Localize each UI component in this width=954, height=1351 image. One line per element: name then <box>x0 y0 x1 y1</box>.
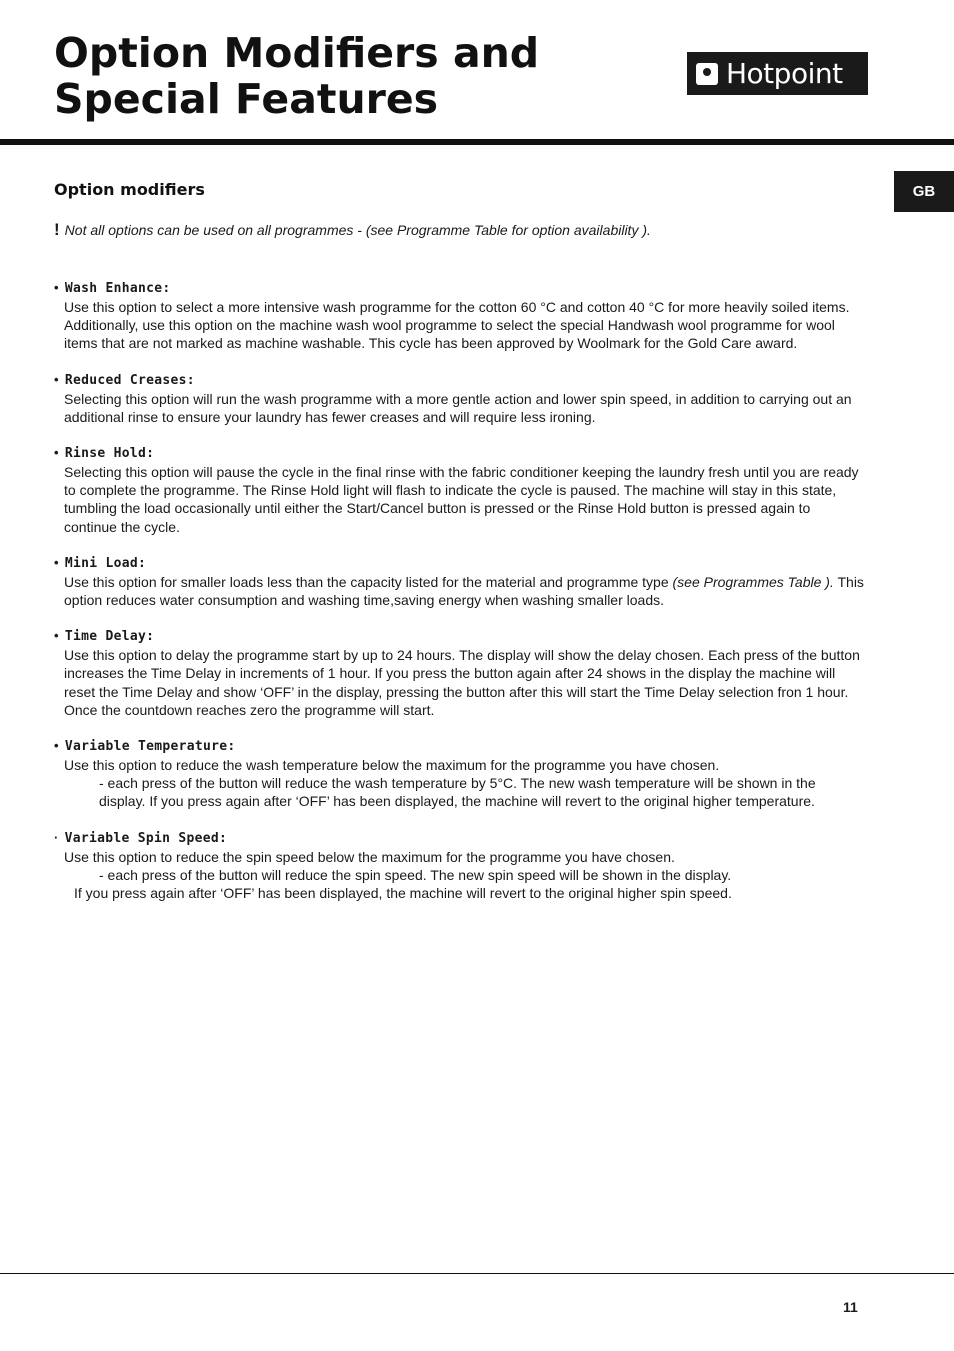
page-title-line-1: Option Modifiers and <box>54 29 540 77</box>
footer-divider <box>0 1273 954 1274</box>
bullet-icon: · <box>54 829 59 845</box>
option-reduced-creases <box>54 371 864 426</box>
bullet-icon: • <box>54 628 59 644</box>
availability-note <box>54 220 651 240</box>
option-rinse-hold <box>54 444 864 536</box>
language-tab: GB <box>894 171 954 212</box>
page-title <box>54 30 539 122</box>
option-description: Use this option to select a more intensive wash programme for the cotton 60 °C and cotton 40 °C for more heavily soiled items. Additionally, use this option on the machine wash wool programme to select the special Handwash wool programme for wool items that are not marked as machine washable. This cycle has been approved by Woolmark for the Gold Care award. <box>64 299 850 352</box>
option-title: Variable Spin Speed: <box>64 830 228 846</box>
option-time-delay <box>54 627 864 719</box>
option-title: Mini Load: <box>64 555 147 571</box>
option-description: Use this option to reduce the wash temperature below the maximum for the programme you have chosen. <box>64 757 720 774</box>
bullet-icon: • <box>54 371 59 387</box>
option-sub-description: If you press again after ‘OFF’ has been displayed, the machine will revert to the original higher spin speed. <box>74 885 732 902</box>
availability-note-text: Not all options can be used on all programmes - (see Programme Table for option availability ). <box>64 222 651 238</box>
header-divider <box>0 139 954 145</box>
option-title: Wash Enhance: <box>64 281 171 296</box>
option-title: Reduced Creases: <box>64 372 195 388</box>
warning-icon: ! <box>54 220 60 239</box>
option-title: Time Delay: <box>64 629 155 645</box>
option-description-text: This option reduces water consumption and washing time,saving energy when washing smaller loads. <box>64 573 864 609</box>
hotpoint-logo-text: Hotpoint <box>726 56 843 90</box>
hotpoint-logo-icon <box>696 63 718 85</box>
bullet-icon: • <box>54 554 59 570</box>
option-sub-description: - each press of the button will reduce the wash temperature by 5°C. The new wash temperature will be shown in the display. If you press again after ‘OFF’ has been displayed, the machine will revert to the original higher temperature. <box>99 775 816 810</box>
page-title-line-2: Special Features <box>54 75 439 123</box>
bullet-icon: • <box>54 445 59 461</box>
option-mini-load <box>54 554 864 609</box>
option-description <box>54 573 864 609</box>
option-description: Selecting this option will run the wash programme with a more gentle action and lower spin speed, in addition to carrying out an additional rinse to ensure your laundry has fewer creases and will require less ironing. <box>64 390 852 425</box>
programmes-table-reference: (see Programmes Table ). <box>672 573 834 590</box>
option-sub-description: - each press of the button will reduce the spin speed. The new spin speed will be shown in the display. <box>99 866 732 883</box>
bullet-icon: • <box>54 738 59 754</box>
hotpoint-logo <box>687 52 868 95</box>
page-number: 11 <box>843 1299 858 1315</box>
option-description: Use this option to delay the programme start by up to 24 hours. The display will show the delay chosen. Each press of the button increases the Time Delay in increments of 1 hour. If you press the button again after 24 shows in the display the machine will reset the Time Delay and show ‘OFF’ in the display, pressing the button after this will start the Time Delay selection fron 1 hour. Once the countdown reaches zero the programme will start. <box>64 647 860 718</box>
option-wash-enhance <box>54 279 864 353</box>
option-title: Rinse Hold: <box>64 446 155 462</box>
option-variable-spin-speed <box>54 829 864 903</box>
section-heading: Option modifiers <box>54 180 205 199</box>
option-variable-temperature <box>54 737 864 811</box>
bullet-icon: • <box>54 280 59 295</box>
option-description: Selecting this option will pause the cycle in the final rinse with the fabric conditioner keeping the laundry fresh until you are ready to complete the programme. The Rinse Hold light will flash to indicate the cycle is paused. The machine will stay in this state, tumbling the load occasionally until either the Start/Cancel button is pressed or the Rinse Hold button is pressed again to continue the cycle. <box>64 464 859 535</box>
option-description: Use this option to reduce the spin speed below the maximum for the programme you have chosen. <box>64 848 675 865</box>
option-list <box>54 279 864 920</box>
option-description-text: Use this option for smaller loads less than the capacity listed for the material and programme type <box>64 573 673 590</box>
option-title: Variable Temperature: <box>64 739 236 755</box>
